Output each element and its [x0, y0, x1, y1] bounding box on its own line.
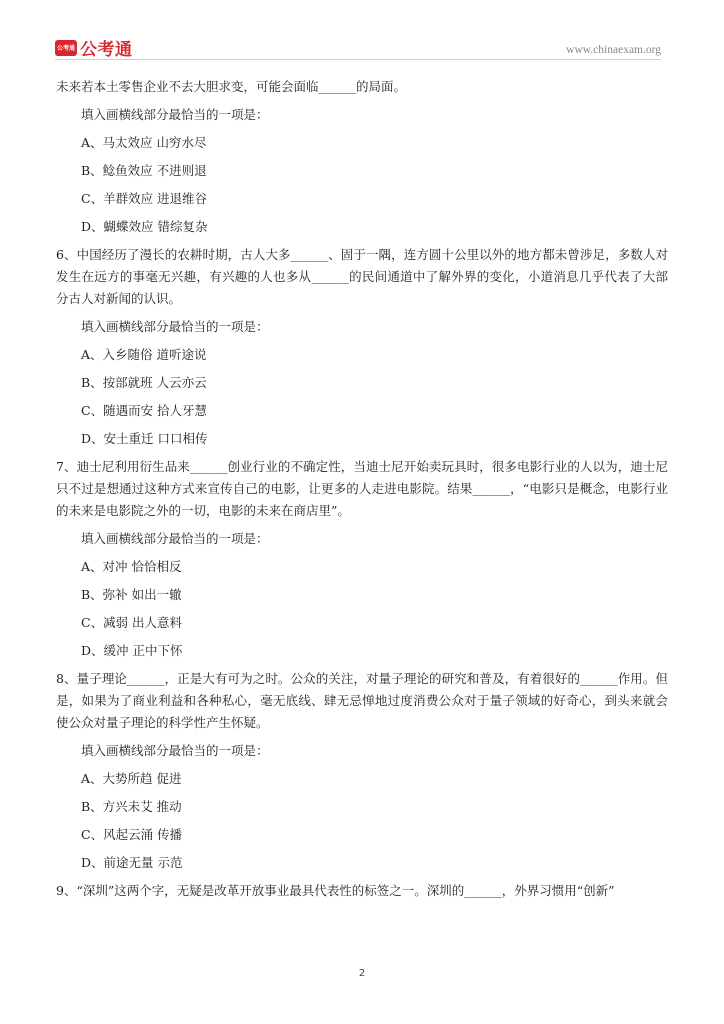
- question-8-option-d: D、前途无量 示范: [81, 855, 183, 870]
- question-7-stem: 7、迪士尼利用衍生品来______创业行业的不确定性，当迪士尼开始卖玩具时，很多电影行业的人以为，迪士尼只不过是想通过这种方式来宣传自己的电影，让更多的人走进电影院。结果______，“电影只是概念，电影行业的未来是电影院之外的一切，电影的未来在商店里”。: [56, 459, 668, 518]
- question-6-option-b: B、按部就班 人云亦云: [81, 375, 207, 390]
- question-6-prompt: 填入画横线部分最恰当的一项是：: [81, 319, 269, 334]
- question-8-stem: 8、量子理论______，正是大有可为之时。公众的关注，对量子理论的研究和普及，有着很好的______作用。但是，如果为了商业利益和各种私心，毫无底线、肆无忌惮地过度消费公众对于量子领域的好奇心，到头来就会使公众对量子理论的科学性产生怀疑。: [56, 671, 668, 730]
- question-6-option-c: C、随遇而安 拾人牙慧: [81, 403, 208, 418]
- question-7-option-d: D、缓冲 正中下怀: [81, 643, 183, 658]
- question-7-option-c: C、减弱 出人意料: [81, 615, 183, 630]
- header-divider: [55, 59, 661, 60]
- question-6-stem: 6、中国经历了漫长的农耕时期，古人大多______、固于一隅，连方圆十公里以外的地方都未曾涉足，多数人对发生在远方的事毫无兴趣，有兴趣的人也多从______的民间通道中了解外界的变化，小道消息几乎代表了大部分古人对新闻的认识。: [56, 247, 668, 306]
- question-5-option-b: B、鲶鱼效应 不进则退: [81, 163, 207, 178]
- logo-mark-icon: 公考通: [55, 40, 77, 56]
- question-8-option-a: A、大势所趋 促进: [81, 771, 182, 786]
- logo-text: 公考通: [80, 40, 133, 60]
- question-8-option-b: B、方兴未艾 推动: [81, 799, 182, 814]
- question-5-option-d: D、蝴蝶效应 错综复杂: [81, 219, 208, 234]
- question-5-prompt: 填入画横线部分最恰当的一项是：: [81, 107, 269, 122]
- document-body: [56, 76, 668, 908]
- logo: [55, 35, 133, 60]
- question-7-option-b: B、弥补 如出一辙: [81, 587, 182, 602]
- question-6-option-a: A、入乡随俗 道听途说: [81, 347, 207, 362]
- question-5-stem-tail: 未来若本土零售企业不去大胆求变，可能会面临______的局面。: [56, 79, 407, 94]
- question-8-option-c: C、风起云涌 传播: [81, 827, 183, 842]
- site-url: www.chinaexam.org: [566, 44, 661, 56]
- page-header: [0, 0, 724, 70]
- question-7-option-a: A、对冲 恰恰相反: [81, 559, 182, 574]
- page-number: 2: [358, 968, 366, 979]
- question-6-option-d: D、安土重迁 口口相传: [81, 431, 208, 446]
- question-7-prompt: 填入画横线部分最恰当的一项是：: [81, 531, 269, 546]
- question-9-stem: 9、“深圳”这两个字，无疑是改革开放事业最具代表性的标签之一。深圳的______，外界习惯用“创新”: [56, 883, 615, 898]
- question-5-option-a: A、马太效应 山穷水尽: [81, 135, 207, 150]
- question-5-option-c: C、羊群效应 进退维谷: [81, 191, 208, 206]
- question-8-prompt: 填入画横线部分最恰当的一项是：: [81, 743, 269, 758]
